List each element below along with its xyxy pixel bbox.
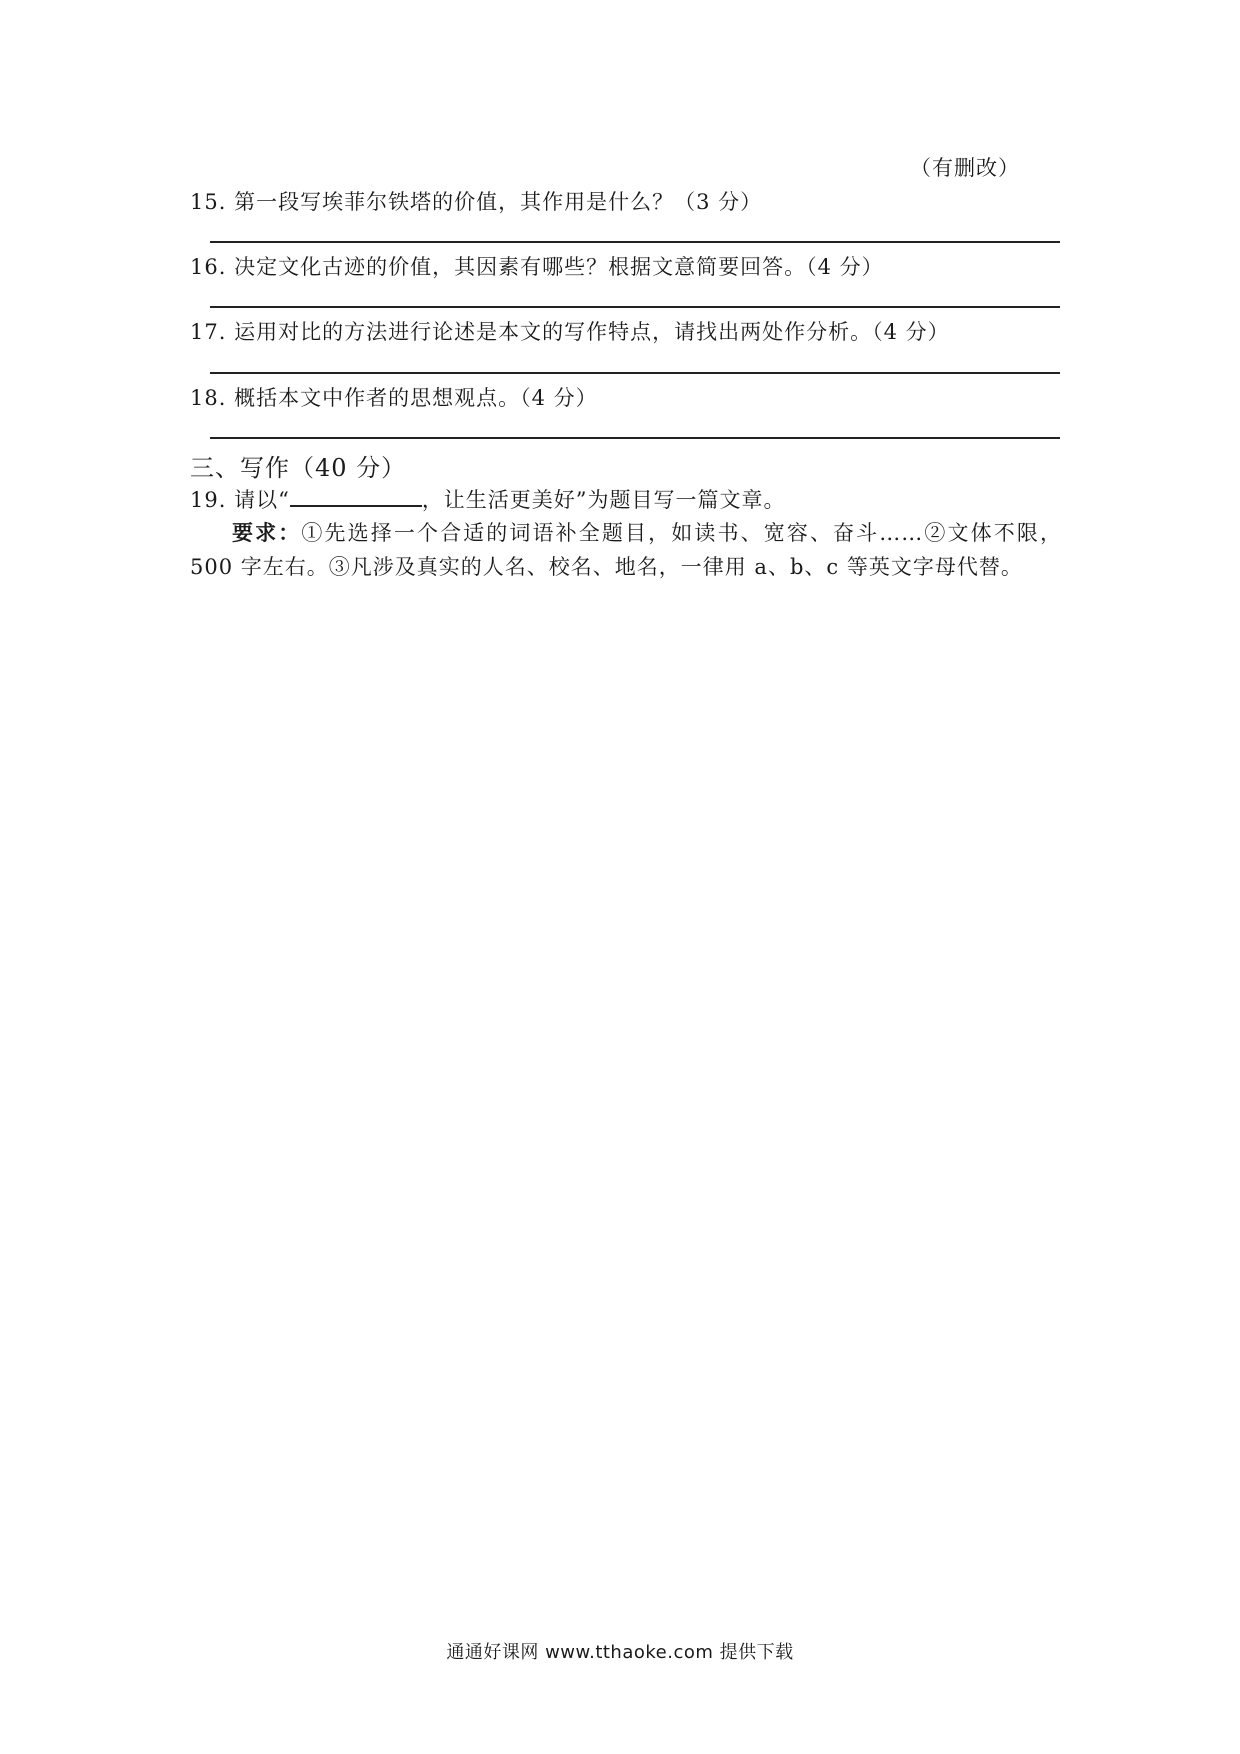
source-note: （有删改） (910, 156, 1020, 180)
prompt-prefix: 19. 请以“ (190, 488, 290, 512)
answer-line-16[interactable] (210, 306, 1060, 308)
writing-requirements (190, 516, 1062, 584)
answer-line-18[interactable] (210, 437, 1060, 439)
question-15: 15. 第一段写埃菲尔铁塔的价值，其作用是什么？（3 分） (190, 190, 763, 214)
footer-download-note: 通通好课网 www.tthaoke.com 提供下载 (446, 1642, 794, 1663)
prompt-suffix: ，让生活更美好”为题目写一篇文章。 (421, 488, 786, 512)
requirements-text: ①先选择一个合适的词语补全题目，如读书、宽容、奋斗……②文体不限，500 字左右。③凡涉及真实的人名、校名、地名，一律用 a、b、c 等英文字母代替。 (190, 521, 1063, 579)
answer-line-15[interactable] (210, 241, 1060, 243)
writing-prompt (190, 484, 786, 514)
question-17: 17. 运用对比的方法进行论述是本文的写作特点，请找出两处作分析。（4 分） (190, 320, 950, 344)
writing-section-title: 三、写作（40 分） (190, 454, 407, 482)
answer-line-17[interactable] (210, 372, 1060, 374)
title-blank[interactable] (290, 487, 422, 507)
requirements-label: 要求： (232, 520, 302, 545)
question-16: 16. 决定文化古迹的价值，其因素有哪些？根据文意简要回答。（4 分） (190, 255, 884, 279)
question-18: 18. 概括本文中作者的思想观点。（4 分） (190, 386, 598, 410)
